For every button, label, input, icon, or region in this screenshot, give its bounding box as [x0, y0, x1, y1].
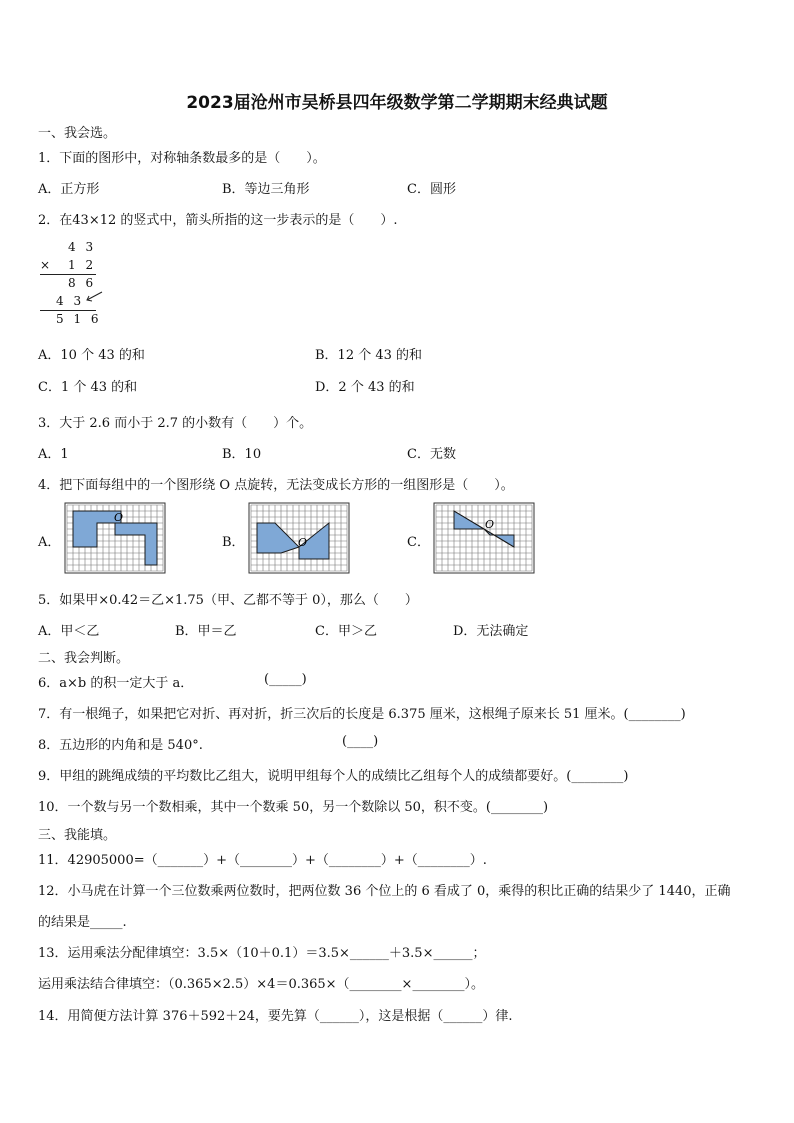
- figure-b-point-o: O: [298, 536, 308, 549]
- vertical-rule-2: [40, 310, 96, 311]
- q4-option-c[interactable]: C．: [407, 535, 430, 550]
- question-5: 5．如果甲×0.42＝乙×1.75（甲、乙都不等于 0），那么（ ）: [38, 593, 418, 608]
- arrow-icon: [84, 290, 104, 304]
- q1-option-a[interactable]: A．正方形: [38, 182, 100, 197]
- vertical-row-partial-1: 8 6: [68, 276, 97, 290]
- question-12-line-1: 12．小马虎在计算一个三位数乘两位数时，把两位数 36 个位上的 6 看成了 0，乘得的积比正确的结果少了 1440，正确: [38, 884, 731, 899]
- grid-figure-b: [248, 502, 350, 574]
- q2-option-c[interactable]: C．1 个 43 的和: [38, 380, 138, 395]
- vertical-multiplication: [38, 238, 118, 328]
- q6-answer-blank[interactable]: (_____): [264, 672, 307, 687]
- section-2-heading: 二、我会判断。: [38, 651, 130, 666]
- question-8: 8．五边形的内角和是 540°.: [38, 738, 203, 753]
- q3-option-c[interactable]: C．无数: [407, 447, 456, 462]
- figure-c-point-o: O: [485, 518, 495, 531]
- q8-answer-blank[interactable]: (____): [342, 734, 379, 749]
- grid-figure-c: [433, 502, 535, 574]
- q2-option-b[interactable]: B．12 个 43 的和: [315, 348, 423, 363]
- q5-option-c[interactable]: C．甲＞乙: [315, 624, 377, 639]
- q5-option-a[interactable]: A．甲＜乙: [38, 624, 100, 639]
- q4-option-a[interactable]: A．: [38, 535, 61, 550]
- vertical-row-partial-2: 4 3: [56, 294, 85, 308]
- q2-option-d[interactable]: D．2 个 43 的和: [315, 380, 415, 395]
- grid-figure-a: [64, 502, 166, 574]
- q5-option-d[interactable]: D．无法确定: [453, 624, 529, 639]
- q4-option-b[interactable]: B．: [222, 535, 245, 550]
- vertical-row-multiplier: 1 2: [68, 258, 97, 272]
- page-title: 2023届沧州市吴桥县四年级数学第二学期期末经典试题: [186, 93, 608, 113]
- question-7: 7．有一根绳子，如果把它对折、再对折，折三次后的长度是 6.375 厘米，这根绳子原来长 51 厘米。(________): [38, 707, 686, 722]
- q1-option-c[interactable]: C．圆形: [407, 182, 456, 197]
- vertical-rule-1: [40, 274, 96, 275]
- question-2: 2．在43×12 的竖式中，箭头所指的这一步表示的是（ ）.: [38, 213, 398, 228]
- q3-option-b[interactable]: B．10: [222, 447, 262, 462]
- question-1: 1．下面的图形中，对称轴条数最多的是（ ）。: [38, 151, 326, 166]
- question-14: 14．用简便方法计算 376＋592＋24，要先算（______），这是根据（______）律.: [38, 1009, 513, 1024]
- vertical-row-product: 5 1 6: [56, 312, 102, 326]
- section-3-heading: 三、我能填。: [38, 828, 117, 843]
- q1-option-b[interactable]: B．等边三角形: [222, 182, 310, 197]
- question-4: 4．把下面每组中的一个图形绕 O 点旋转，无法变成长方形的一组图形是（ ）。: [38, 478, 514, 493]
- q5-option-b[interactable]: B．甲＝乙: [175, 624, 237, 639]
- question-13-line-2: 运用乘法结合律填空：（0.365×2.5）×4＝0.365×（________×________）。: [38, 977, 484, 992]
- vertical-times-sign: ×: [40, 258, 54, 272]
- question-11: 11．42905000=（_______）+（________）+（________）+（________）.: [38, 853, 487, 868]
- question-3: 3．大于 2.6 而小于 2.7 的小数有（ ）个。: [38, 416, 313, 431]
- figure-a-point-o: O: [114, 511, 124, 524]
- section-1-heading: 一、我会选。: [38, 126, 117, 141]
- q3-option-a[interactable]: A．1: [38, 447, 69, 462]
- question-9: 9．甲组的跳绳成绩的平均数比乙组大，说明甲组每个人的成绩比乙组每个人的成绩都要好。(________): [38, 769, 629, 784]
- question-6: 6．a×b 的积一定大于 a．: [38, 676, 194, 691]
- vertical-row-multiplicand: 4 3: [68, 240, 97, 254]
- question-13-line-1: 13．运用乘法分配律填空：3.5×（10＋0.1）＝3.5×______＋3.5×______；: [38, 946, 486, 961]
- question-10: 10．一个数与另一个数相乘，其中一个数乘 50，另一个数除以 50，积不变。(________): [38, 800, 549, 815]
- q2-option-a[interactable]: A．10 个 43 的和: [38, 348, 145, 363]
- question-12-line-2: 的结果是_____.: [38, 915, 127, 930]
